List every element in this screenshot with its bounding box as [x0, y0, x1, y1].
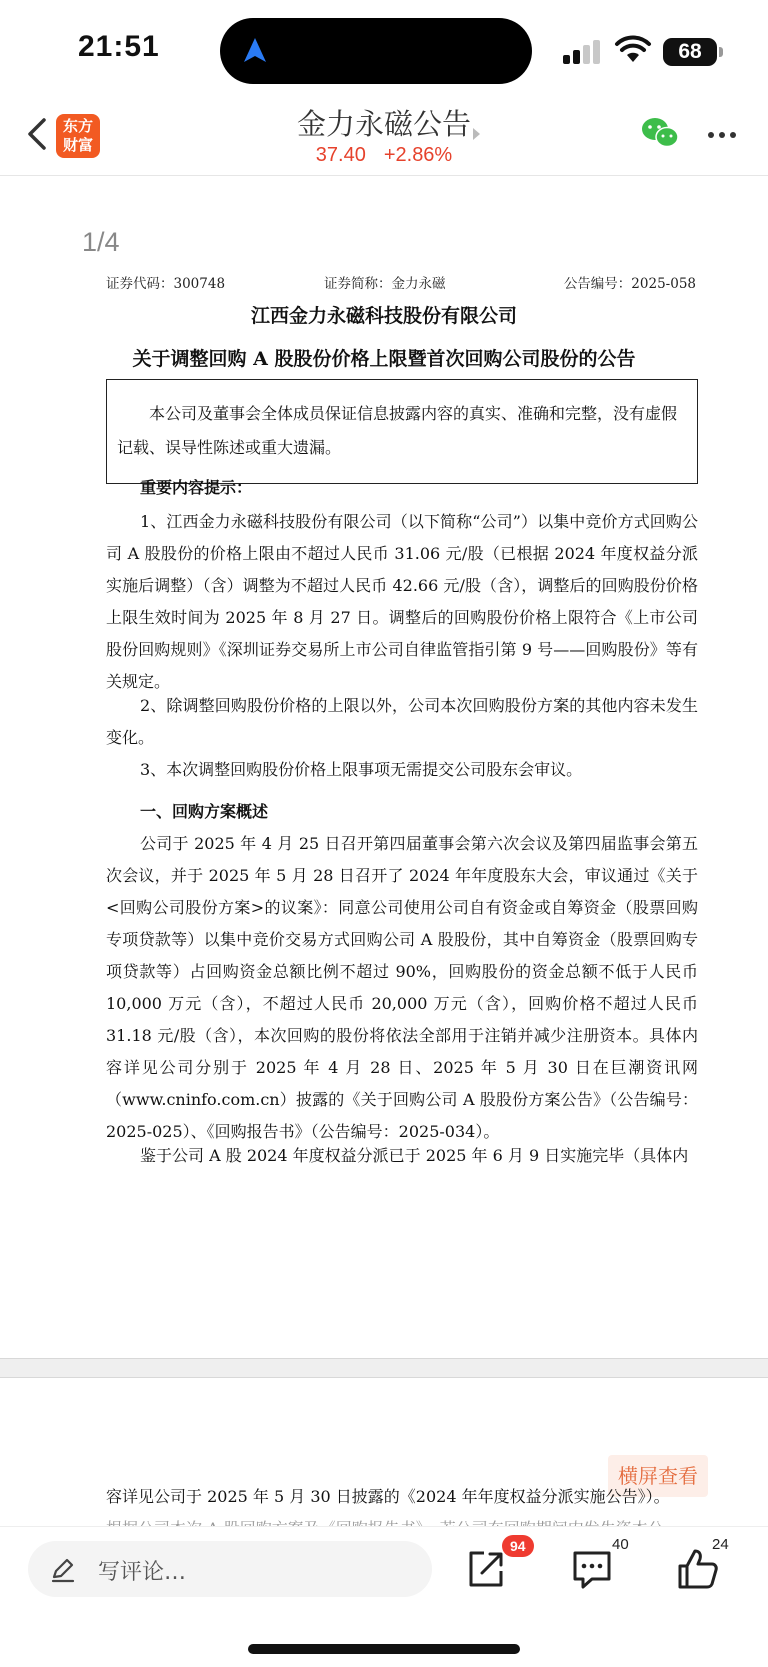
- pencil-icon: [50, 1557, 76, 1583]
- security-short-name: 证券简称：金力永磁: [324, 276, 446, 292]
- dynamic-island: [220, 18, 532, 84]
- document-viewer[interactable]: [0, 177, 768, 1357]
- cellular-signal-icon: [563, 40, 605, 64]
- status-bar: [0, 0, 768, 100]
- share-count-badge: 94: [502, 1535, 534, 1557]
- section-1-paragraph-1: 公司于 2025 年 4 月 25 日召开第四届董事会第六次会议及第四届监事会第五次会议，并于 2025 年 5 月 28 日召开了 2024 年年度股东大会，审议通过《关于<回购公司股份方案>的议案》：同意公司使用公司自有资金或自筹资金（股票回购专项贷款等）以集中竞价交易方式回购公司 A 股股份，其中自筹资金（股票回购专项贷款等）占回购资金总额比例不超过 90%，回购股份的资金总额不低于人民币 10,000 万元（含），不超过人民币 20,000 万元（含），回购价格不超过人民币 31.18 元/股（含），本次回购的股份将依法全部用于注销并减少注册资本。具体内容详见公司分别于 2025 年 4 月 28 日、2025 年 5 月 30 日在巨潮资讯网（www.cninfo.com.cn）披露的《关于回购公司 A 股股份方案公告》（公告编号：2025-025）、《回购报告书》（公告编号：2025-034）。: [106, 834, 698, 1141]
- company-name: 江西金力永磁科技股份有限公司: [250, 305, 517, 327]
- battery-icon: [719, 47, 723, 57]
- page-2-text-line-partial: [106, 1516, 726, 1526]
- comment-icon[interactable]: [570, 1547, 614, 1591]
- security-code: 证券代码：300748: [106, 276, 226, 292]
- comment-input[interactable]: [28, 1541, 432, 1597]
- home-indicator[interactable]: [248, 1644, 520, 1654]
- section-1-paragraph-2: 鉴于公司 A 股 2024 年度权益分派已于 2025 年 6 月 9 日实施完毕（具体内: [140, 1146, 689, 1165]
- logo-line-2: 财富: [62, 136, 93, 154]
- more-dots-icon[interactable]: [708, 132, 738, 140]
- document-title: 关于调整回购 A 股股份价格上限暨首次回购公司股份的公告: [132, 348, 636, 370]
- notice-number: 公告编号：2025-058: [563, 276, 696, 292]
- like-count: 24: [712, 1536, 729, 1553]
- app-header: [0, 100, 768, 176]
- statement-box: 本公司及董事会全体成员保证信息披露内容的真实、准确和完整，没有虚假记载、误导性陈述或重大遗漏。: [106, 379, 698, 484]
- comment-placeholder: 写评论…: [98, 1560, 187, 1585]
- comment-count: 40: [612, 1536, 629, 1553]
- wechat-icon[interactable]: [640, 116, 680, 150]
- key-point-1: 1、江西金力永磁科技股份有限公司（以下简称“公司”）以集中竞价方式回购公司 A 股股份的价格上限由不超过人民币 31.06 元/股（已根据 2024 年度权益分派实施后调整）（含）调整为不超过人民币 42.66 元/股（含），调整后的回购股份价格上限生效时间为 2025 年 8 月 27 日。调整后的回购股份价格上限符合《上市公司股份回购规则》《深圳证券交易所上市公司自律监管指引第 9 号——回购股份》等有关规定。: [106, 512, 698, 691]
- battery-level: 68: [663, 38, 717, 66]
- page-divider: [0, 1358, 768, 1378]
- key-point-3: 3、本次调整回购股份价格上限事项无需提交公司股东会审议。: [140, 760, 583, 779]
- section-1-heading: 一、回购方案概述: [140, 802, 269, 821]
- page-2-text-line: 容详见公司于 2025 年 5 月 30 日披露的《2024 年年度权益分派实施公告》）。: [106, 1487, 670, 1506]
- status-time: 21:51: [78, 30, 160, 63]
- stock-price: 37.40: [315, 144, 366, 166]
- bottom-action-bar: [0, 1526, 768, 1667]
- landscape-view-button[interactable]: 横屏查看: [608, 1455, 708, 1497]
- logo-line-1: 东方: [62, 117, 93, 135]
- thumbs-up-icon[interactable]: [676, 1547, 720, 1591]
- share-icon[interactable]: [464, 1547, 508, 1591]
- page-indicator: 1/4: [82, 227, 120, 257]
- navigation-arrow-icon: [242, 36, 268, 64]
- caret-right-icon[interactable]: [473, 128, 480, 140]
- wifi-icon: [616, 36, 650, 64]
- key-points-heading: 重要内容提示：: [140, 478, 253, 497]
- stock-change: +2.86%: [383, 144, 453, 166]
- page-title[interactable]: 金力永磁公告: [296, 107, 471, 141]
- key-point-2: 2、除调整回购股份价格的上限以外，公司本次回购股份方案的其他内容未发生变化。: [106, 696, 698, 747]
